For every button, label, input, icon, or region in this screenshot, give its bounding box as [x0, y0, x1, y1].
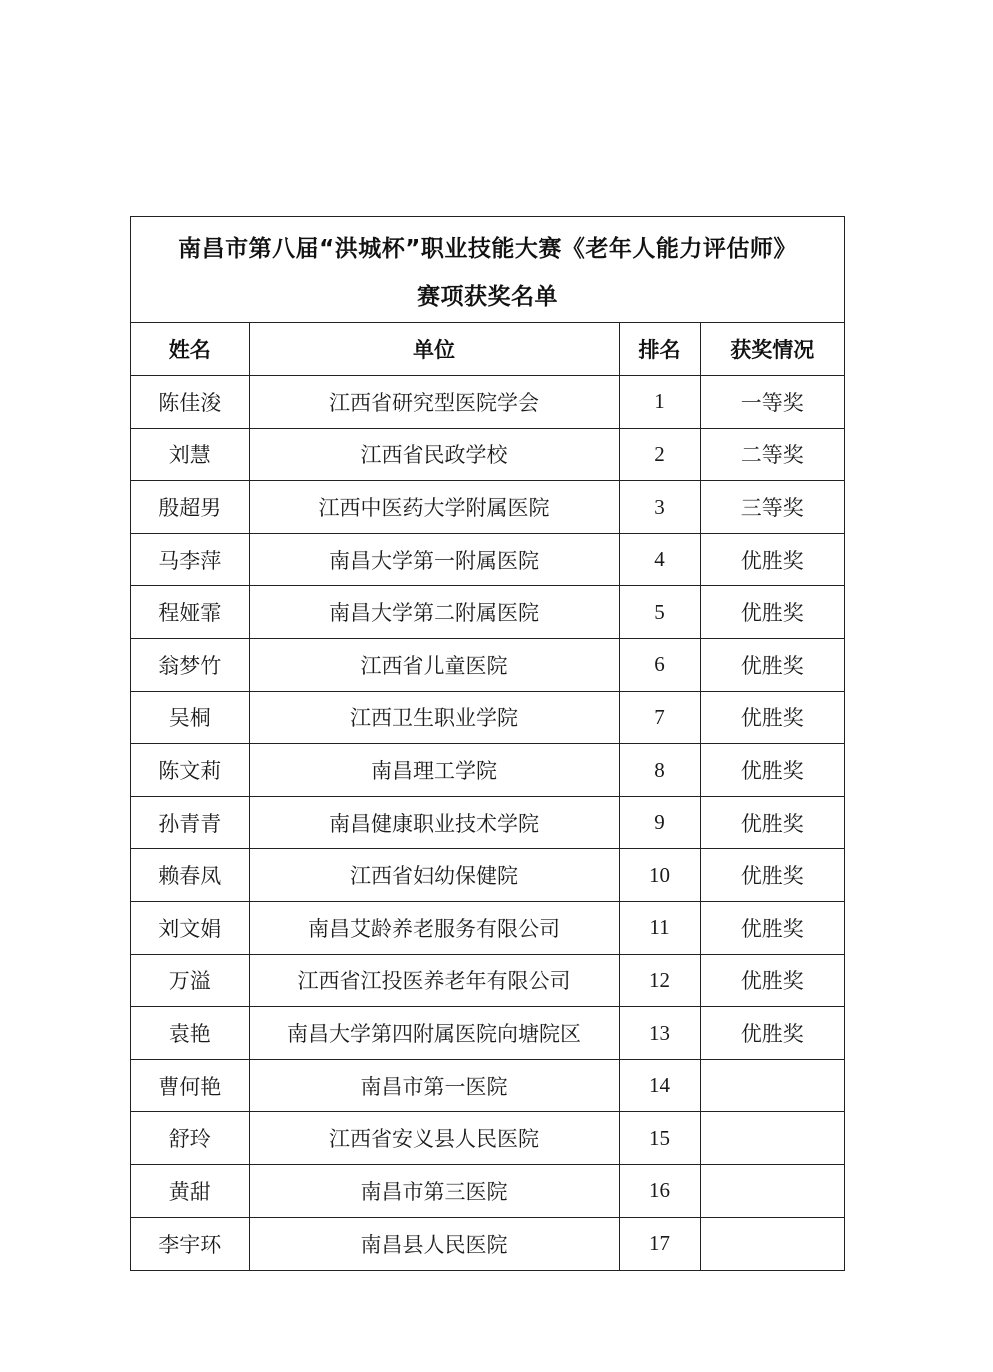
- cell-award: 优胜奖: [700, 533, 844, 586]
- cell-name: 马李萍: [131, 533, 249, 586]
- cell-rank: 12: [619, 954, 700, 1007]
- cell-unit: 江西省民政学校: [249, 428, 619, 481]
- cell-name: 刘慧: [131, 428, 249, 481]
- header-award: 获奖情况: [700, 323, 844, 376]
- cell-name: 万溢: [131, 954, 249, 1007]
- cell-rank: 7: [619, 691, 700, 744]
- cell-rank: 3: [619, 481, 700, 534]
- table-row: [131, 744, 844, 797]
- cell-unit: 江西卫生职业学院: [249, 691, 619, 744]
- cell-unit: 南昌县人民医院: [249, 1217, 619, 1270]
- cell-unit: 南昌理工学院: [249, 744, 619, 797]
- cell-unit: 南昌市第三医院: [249, 1165, 619, 1218]
- cell-award: 优胜奖: [700, 1007, 844, 1060]
- cell-award: [700, 1059, 844, 1112]
- cell-unit: 江西省江投医养老年有限公司: [249, 954, 619, 1007]
- cell-unit: 南昌大学第四附属医院向塘院区: [249, 1007, 619, 1060]
- cell-award: 优胜奖: [700, 849, 844, 902]
- cell-name: 黄甜: [131, 1165, 249, 1218]
- cell-unit: 南昌市第一医院: [249, 1059, 619, 1112]
- cell-unit: 江西省研究型医院学会: [249, 376, 619, 429]
- table-row: [131, 639, 844, 692]
- cell-rank: 13: [619, 1007, 700, 1060]
- table-row: [131, 902, 844, 955]
- cell-rank: 14: [619, 1059, 700, 1112]
- cell-award: 优胜奖: [700, 639, 844, 692]
- cell-rank: 5: [619, 586, 700, 639]
- cell-name: 舒玲: [131, 1112, 249, 1165]
- cell-award: 优胜奖: [700, 586, 844, 639]
- cell-name: 翁梦竹: [131, 639, 249, 692]
- cell-unit: 江西省妇幼保健院: [249, 849, 619, 902]
- cell-unit: 江西省儿童医院: [249, 639, 619, 692]
- cell-award: [700, 1217, 844, 1270]
- header-rank: 排名: [619, 323, 700, 376]
- cell-name: 程娅霏: [131, 586, 249, 639]
- table-row: [131, 1217, 844, 1270]
- cell-award: 二等奖: [700, 428, 844, 481]
- table-row: [131, 533, 844, 586]
- header-unit: 单位: [249, 323, 619, 376]
- table-row: [131, 1059, 844, 1112]
- cell-name: 陈佳浚: [131, 376, 249, 429]
- cell-unit: 南昌健康职业技术学院: [249, 796, 619, 849]
- cell-rank: 15: [619, 1112, 700, 1165]
- cell-unit: 江西中医药大学附属医院: [249, 481, 619, 534]
- cell-name: 殷超男: [131, 481, 249, 534]
- cell-rank: 8: [619, 744, 700, 797]
- award-list-table-frame: [130, 216, 845, 1271]
- cell-name: 李宇环: [131, 1217, 249, 1270]
- cell-award: [700, 1165, 844, 1218]
- cell-unit: 南昌大学第一附属医院: [249, 533, 619, 586]
- cell-unit: 南昌艾龄养老服务有限公司: [249, 902, 619, 955]
- table-row: [131, 954, 844, 1007]
- cell-rank: 2: [619, 428, 700, 481]
- table-row: [131, 796, 844, 849]
- cell-rank: 10: [619, 849, 700, 902]
- cell-award: 优胜奖: [700, 796, 844, 849]
- header-row: [131, 323, 844, 376]
- cell-award: 优胜奖: [700, 954, 844, 1007]
- cell-award: 优胜奖: [700, 691, 844, 744]
- cell-rank: 9: [619, 796, 700, 849]
- cell-name: 陈文莉: [131, 744, 249, 797]
- table-row: [131, 586, 844, 639]
- cell-award: 三等奖: [700, 481, 844, 534]
- table-row: [131, 376, 844, 429]
- table-row: [131, 691, 844, 744]
- cell-rank: 16: [619, 1165, 700, 1218]
- cell-name: 刘文娟: [131, 902, 249, 955]
- award-table: [131, 323, 844, 1270]
- cell-unit: 江西省安义县人民医院: [249, 1112, 619, 1165]
- cell-rank: 17: [619, 1217, 700, 1270]
- title-line-1: 南昌市第八届“洪城杯”职业技能大赛《老年人能力评估师》: [178, 236, 797, 262]
- cell-rank: 4: [619, 533, 700, 586]
- table-row: [131, 428, 844, 481]
- table-row: [131, 849, 844, 902]
- cell-rank: 11: [619, 902, 700, 955]
- table-row: [131, 481, 844, 534]
- table-row: [131, 1165, 844, 1218]
- table-row: [131, 1007, 844, 1060]
- table-title: [131, 217, 844, 323]
- cell-award: 优胜奖: [700, 902, 844, 955]
- cell-name: 吴桐: [131, 691, 249, 744]
- cell-rank: 1: [619, 376, 700, 429]
- cell-award: [700, 1112, 844, 1165]
- header-name: 姓名: [131, 323, 249, 376]
- cell-award: 一等奖: [700, 376, 844, 429]
- cell-name: 孙青青: [131, 796, 249, 849]
- cell-award: 优胜奖: [700, 744, 844, 797]
- cell-name: 赖春凤: [131, 849, 249, 902]
- table-row: [131, 1112, 844, 1165]
- cell-name: 曹何艳: [131, 1059, 249, 1112]
- title-line-2: 赛项获奖名单: [417, 284, 558, 310]
- cell-name: 袁艳: [131, 1007, 249, 1060]
- cell-rank: 6: [619, 639, 700, 692]
- cell-unit: 南昌大学第二附属医院: [249, 586, 619, 639]
